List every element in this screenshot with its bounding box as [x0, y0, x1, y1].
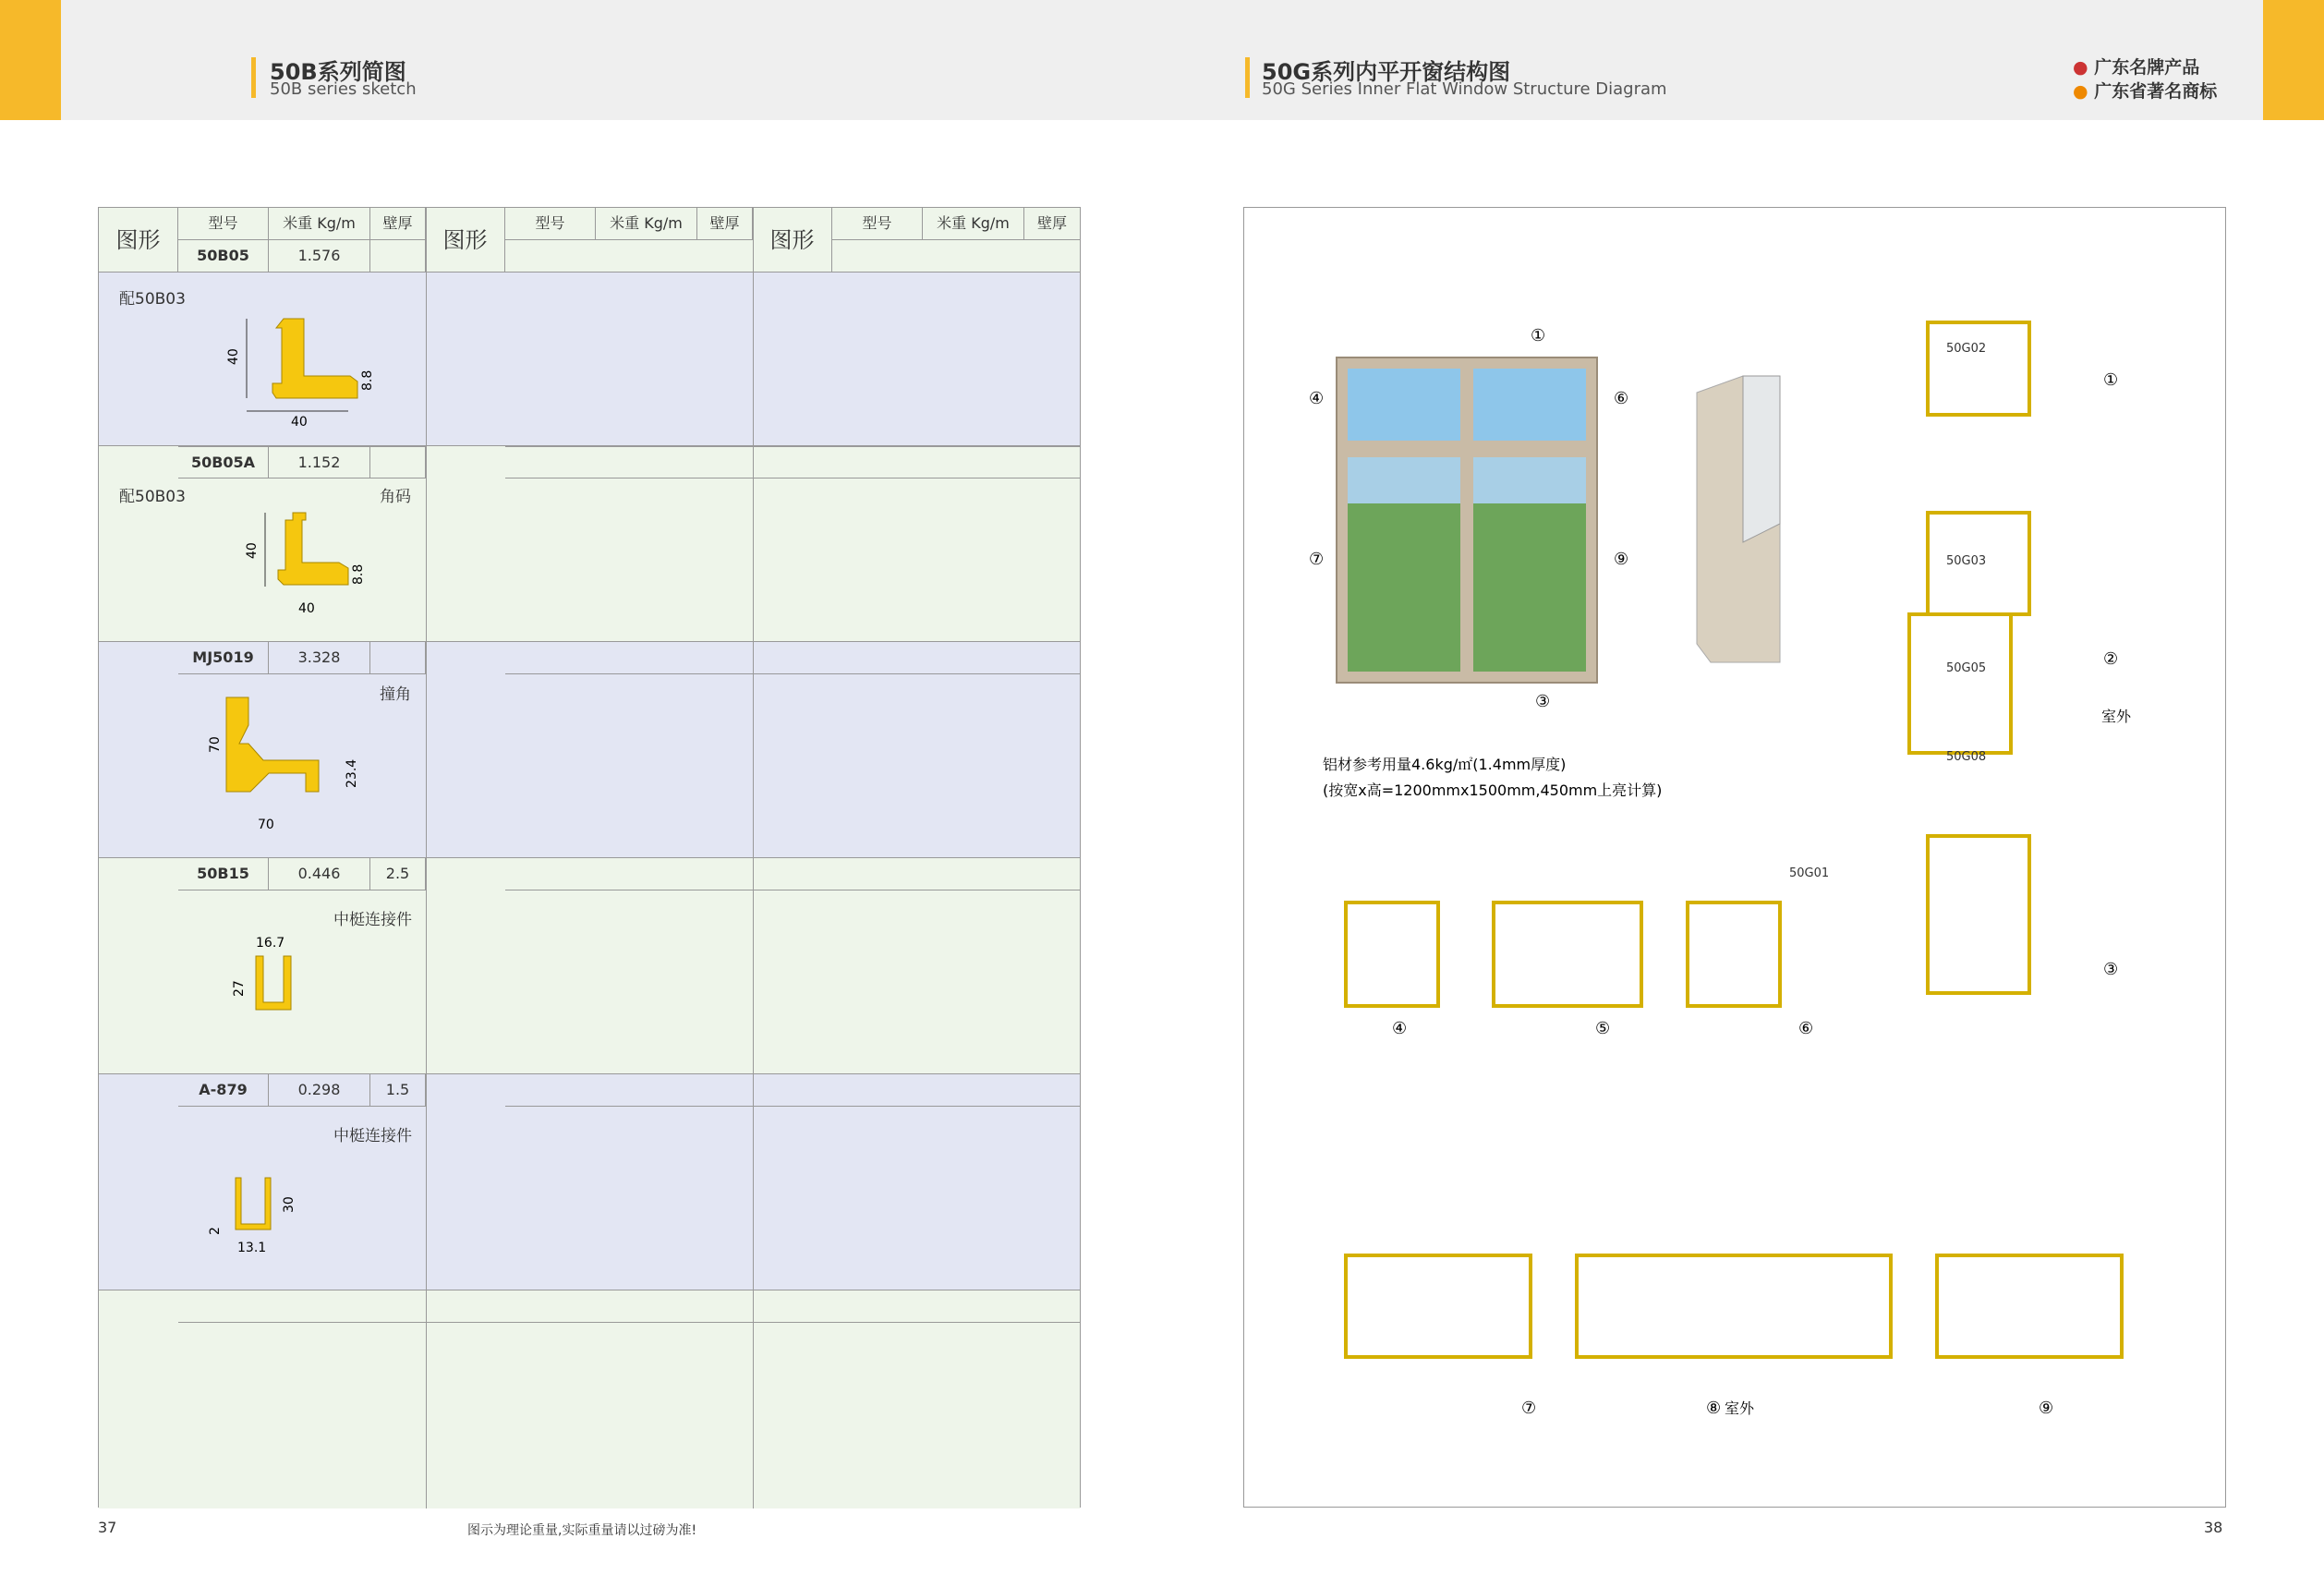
outdoor-bottom: 室外 [1725, 1399, 1755, 1417]
footer-note: 图示为理论重量,实际重量请以过磅为准! [467, 1523, 697, 1538]
thick-header-3: 壁厚 [1024, 208, 1080, 240]
model-header-2: 型号 [505, 208, 596, 240]
dim-70h: 70 [258, 818, 274, 832]
left-title-bar [251, 57, 256, 98]
row4-weight: 0.446 [269, 858, 370, 890]
right-title: 50G系列内平开窗结构图 [1262, 59, 1511, 85]
profile-50B05 [191, 309, 413, 430]
label-4: ④ [1392, 1019, 1408, 1038]
profile-A-879 [191, 1150, 357, 1289]
label-1: ① [1531, 326, 1546, 345]
profile-50B15 [210, 928, 357, 1058]
p-50G08: 50G08 [1946, 750, 1987, 764]
row2-thick [370, 446, 426, 479]
label-6-top: ⑥ [1614, 389, 1629, 408]
p-50G01: 50G01 [1789, 866, 1830, 880]
label-9: ⑨ [2039, 1399, 2054, 1418]
row5-model: A-879 [178, 1074, 269, 1107]
label-7-top: ⑦ [1309, 550, 1325, 569]
dim-70v: 70 [208, 736, 223, 753]
row5-weight: 0.298 [269, 1074, 370, 1107]
diagram-svg [1244, 208, 2227, 1508]
dim-40h: 40 [298, 601, 315, 616]
weight-header-3: 米重 Kg/m [923, 208, 1024, 240]
right-subtitle: 50G Series Inner Flat Window Structure Diagram [1262, 79, 1667, 99]
dim-30: 30 [282, 1196, 297, 1213]
right-title-bar [1245, 57, 1250, 98]
usage-line-2: (按宽x高=1200mmx1500mm,450mm上亮计算) [1323, 781, 1663, 799]
dim-27: 27 [232, 980, 247, 997]
shape-header-3: 图形 [753, 208, 832, 273]
dim-23.4: 23.4 [345, 758, 359, 788]
row1-thick [370, 240, 426, 273]
shape-header-2: 图形 [426, 208, 505, 273]
profile-table [98, 207, 1081, 1508]
dim-40h: 40 [291, 415, 308, 430]
row1-model: 50B05 [178, 240, 269, 273]
row2-note: 配50B03 [119, 488, 186, 506]
row3-model: MJ5019 [178, 642, 269, 674]
row2-note-right: 角码 [380, 488, 411, 506]
weight-header-2: 米重 Kg/m [596, 208, 697, 240]
profile-MJ5019 [191, 688, 413, 845]
thick-header-1: 壁厚 [370, 208, 426, 240]
model-header-1: 型号 [178, 208, 269, 240]
p-50G05: 50G05 [1946, 661, 1987, 675]
label-8: ⑧ [1706, 1399, 1722, 1418]
row4-thick: 2.5 [370, 858, 426, 890]
row5-note-right: 中梃连接件 [333, 1127, 412, 1145]
label-2-right: ② [2103, 649, 2119, 669]
row3-thick [370, 642, 426, 674]
p-50G03: 50G03 [1946, 554, 1987, 568]
p-50G02: 50G02 [1946, 342, 1987, 356]
weight-header-1: 米重 Kg/m [269, 208, 370, 240]
dim-8.8: 8.8 [360, 369, 375, 391]
label-7: ⑦ [1521, 1399, 1537, 1418]
structure-diagram [1243, 207, 2226, 1508]
row2-model: 50B05A [178, 446, 269, 479]
dim-16.7: 16.7 [256, 936, 285, 951]
dim-8.8: 8.8 [351, 563, 366, 585]
left-tab [0, 0, 61, 120]
row2-weight: 1.152 [269, 446, 370, 479]
dim-2: 2 [208, 1227, 223, 1235]
vertical-section [1909, 322, 2029, 993]
row1-note: 配50B03 [119, 290, 186, 309]
row4-model: 50B15 [178, 858, 269, 890]
dim-40v: 40 [245, 542, 260, 559]
usage-line-1: 铝材参考用量4.6kg/㎡(1.4mm厚度) [1323, 756, 1567, 773]
label-5: ⑤ [1595, 1019, 1611, 1038]
outdoor-right: 室外 [2101, 708, 2132, 725]
model-header-3: 型号 [832, 208, 923, 240]
row5-thick: 1.5 [370, 1074, 426, 1107]
thick-header-2: 壁厚 [697, 208, 753, 240]
label-6: ⑥ [1798, 1019, 1814, 1038]
horizontal-section-top [1346, 903, 1780, 1006]
label-9-top: ⑨ [1614, 550, 1629, 569]
horizontal-section-bottom [1346, 1255, 2122, 1357]
row1-weight: 1.576 [269, 240, 370, 273]
dim-13.1: 13.1 [237, 1241, 267, 1255]
shape-header-1: 图形 [99, 208, 178, 273]
left-subtitle: 50B series sketch [270, 79, 417, 99]
row3-weight: 3.328 [269, 642, 370, 674]
page-number-right: 38 [2204, 1519, 2223, 1536]
page-number-left: 37 [98, 1519, 117, 1536]
badge-2: ● 广东省著名商标 [2073, 81, 2218, 102]
left-title: 50B系列简图 [270, 59, 406, 85]
label-3-right: ③ [2103, 960, 2119, 979]
row4-note-right: 中梃连接件 [333, 911, 412, 929]
profile-50B05A [191, 503, 413, 624]
row3-note-right: 撞角 [380, 685, 411, 704]
label-4-top: ④ [1309, 389, 1325, 408]
label-3: ③ [1535, 692, 1551, 711]
dim-40v: 40 [226, 348, 241, 365]
badge-1: ● 广东名牌产品 [2073, 57, 2200, 78]
right-tab [2263, 0, 2324, 120]
label-1-right: ① [2103, 370, 2119, 390]
